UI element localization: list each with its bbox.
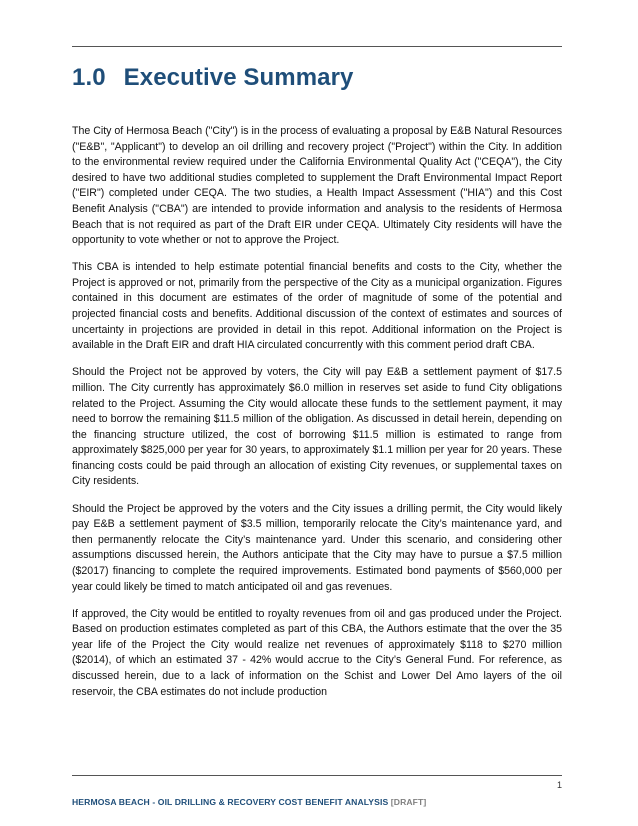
section-title: Executive Summary [123, 64, 354, 91]
paragraph-purpose: This CBA is intended to help estimate potential financial benefits and costs to the City, whether the Project is approved or not, primarily from the perspective of the City as a municipal organization. Figures contained in this document are estimates of the order of magnitude of some of the potential and projected financial costs and benefits. Additional discussion of the context of estimates and sources of uncertainty in projections are provided in detail in this repot. Additional information on the Project is available in the Draft EIR and draft HIA circulated concurrently with this comment period draft CBA. [72, 261, 562, 352]
paragraph-intro: The City of Hermosa Beach ("City") is in the process of evaluating a proposal by E&B Natural Resources ("E&B", "Applicant") to develop an oil drilling and recovery project ("Project") within the City. In addition to the environmental review required under the California Environmental Quality Act ("CEQA"), the City desired to have two additional studies completed to supplement the Draft Environmental Impact Report ("EIR") completed under CEQA. The two studies, a Health Impact Assessment ("HIA") and this Cost Benefit Analysis ("CBA") are intended to provide information and analysis to the residents of Hermosa Beach that is not required as part of the Draft EIR under CEQA. Ultimately City residents will have the opportunity to vote whether or not to approve the Project. [72, 125, 562, 247]
paragraph-not-approved: Should the Project not be approved by voters, the City will pay E&B a settlement payment of $17.5 million. The City currently has approximately $6.0 million in reserves set aside to fund City obligations related to the Project. Assuming the City would allocate these funds to the settlement payment, it may need to borrow the remaining $11.5 million of the obligation. As discussed in detail herein, depending on the financing structure utilized, the cost of borrowing $11.5 million is estimated to range from approximately $825,000 per year for 30 years, to approximately $1.1 million per year for 20 years. These financing costs could be paid through an allocation of existing City revenues, or supplemental taxes on City residents. [72, 366, 562, 488]
body-text [72, 124, 562, 712]
paragraph-approved: Should the Project be approved by the voters and the City issues a drilling permit, the City would likely pay E&B a settlement payment of $3.5 million, temporarily relocate the City’s maintenance yard, and then permanently relocate the City’s maintenance yard. Under this scenario, and considering other assumptions discussed herein, the Authors anticipate that the City may have to pursue a $7.5 million ($2017) financing to complete the required improvements. Estimated bond payments of $560,000 per year could likely be timed to match anticipated oil and gas revenues. [72, 502, 562, 593]
section-number: 1.0 [72, 64, 106, 91]
footer-title: HERMOSA BEACH - OIL DRILLING & RECOVERY COST BENEFIT ANALYSIS [72, 797, 389, 807]
footer [72, 797, 562, 807]
footer-draft-label: [DRAFT] [390, 797, 427, 807]
page-number: 1 [556, 780, 562, 790]
footer-rule [72, 775, 562, 776]
paragraph-royalties: If approved, the City would be entitled to royalty revenues from oil and gas produced under the Project. Based on production estimates completed as part of this CBA, the Authors estimate that the over the 35 year life of the Project the City would realize net revenues of approximately $118 to $270 million ($2014), of which an estimated 37 - 42% would accrue to the City’s General Fund. For reference, as discussed herein, due to a lack of information on the Schist and Lower Del Amo layers of the oil reservoir, the CBA estimates do not include production [72, 607, 562, 698]
section-heading [72, 64, 562, 92]
header-rule [72, 46, 562, 47]
